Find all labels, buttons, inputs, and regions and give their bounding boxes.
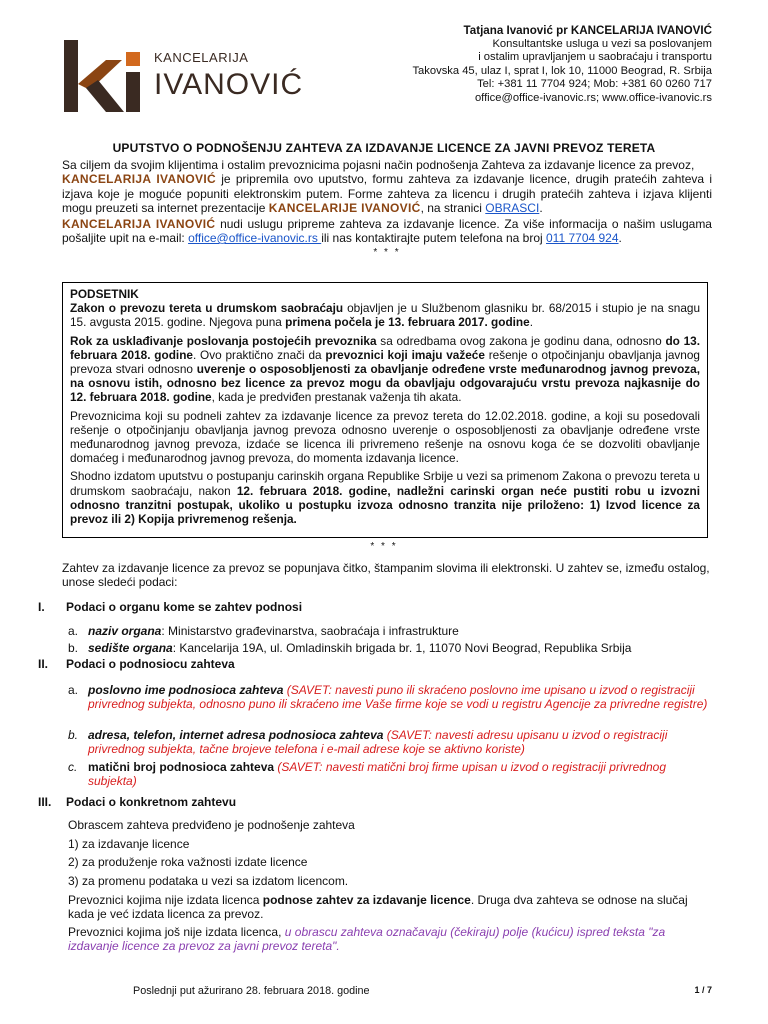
option-item: 3) za promenu podataka u vezi sa izdatom licencom. [68,874,349,888]
text: . Druga dva zahteva se odnose na slučaj kada je već izdata licenca za prevoz. [68,893,688,921]
item-label: naziv organa [88,624,162,638]
section-3-paragraph [68,925,708,953]
separator-stars: * * * [373,247,401,259]
intro-text: . [618,231,622,246]
item-letter: b. [68,641,79,655]
bold-text: Rok za usklađivanje poslovanja postojećih prevoznika [70,333,377,348]
item-label: matični broj podnosioca zahteva [88,760,275,774]
bold-text: do 13. februara 2018. godine [70,333,700,362]
text: sa odredbama ovog zakona je godinu dana, odnosno [376,333,666,348]
section-heading-1 [38,600,302,614]
text: . Ovo praktično znači da [192,347,326,362]
bold-text: 12. februara 2018. godine, nadležni carinski organ neće pustiti robu u izvozni odnosno tranzitni postupak, ukoliko u postupku izvoza odnosno tranzita nije priloženo: 1) Izvod licence za prevoz ili 2) Kopija privremenog rešenja. [70,483,700,527]
intro-paragraph-2 [62,217,712,246]
contact-block [382,24,712,106]
intro-text: ili nas kontaktirajte putem telefona na broj [321,231,546,246]
bold-text: podnose zahtev za izdavanje licence [262,893,471,907]
bold-text: prevoznici koji imaju važeće [325,347,485,362]
item-label: adresa, telefon, internet adresa podnosioca zahteva [88,728,384,742]
section-number: I. [38,600,45,614]
text: , kada je predviđen prestanak važenja tih akata. [211,390,462,405]
intro-text: nudi uslugu pripreme zahteva za izdavanje licence. Za više informacija o našim uslugama pošaljite upit na e-mail: [62,216,712,246]
hint-text: (SAVET: navesti matični broj firme upisan u izvod o registraciji privrednog subjekta) [88,760,666,788]
list-item [68,683,708,711]
hint-text: (SAVET: navesti adresu upisanu u izvod o registraciji privrednog subjekta, tačne brojeve telefona i e-mail adrese koje se aktivno koriste) [88,728,668,756]
option-item: 2) za produženje roka važnosti izdate licence [68,855,308,869]
brand-name: KANCELARIJA IVANOVIĆ [62,216,216,231]
section-heading-2 [38,657,235,671]
contact-email-web: office@office-ivanovic.rs; www.office-ivanovic.rs [474,91,712,104]
brand-name: KANCELARIJE IVANOVIĆ [268,201,421,216]
item-letter: a. [68,683,79,697]
list-item [68,728,708,756]
company-logo [62,32,304,112]
document-title: UPUTSTVO O PODNOŠENJU ZAHTEVA ZA IZDAVANJE LICENCE ZA JAVNI PREVOZ TERETA [112,141,656,155]
hint-text: u obrascu zahteva označavaju (čekiraju) polje (kućicu) ispred teksta "za izdavanje licence za prevoz za javni prevoz tereta". [68,925,666,953]
text: . [529,315,533,330]
contact-name: Tatjana Ivanović pr KANCELARIJA IVANOVIĆ [463,24,712,37]
section-3-paragraph [68,893,708,921]
reminder-paragraph-1 [70,301,700,329]
option-item: 1) za izdavanje licence [68,837,190,851]
text: Prevoznici kojima još nije izdata licenca, [68,925,285,939]
item-text: : Kancelarija 19A, ul. Omladinskih brigada br. 1, 11070 Novi Beograd, Republika Srbija [172,641,632,655]
reminder-box [62,282,708,538]
section-title: Podaci o podnosiocu zahteva [66,657,235,671]
item-label: sedište organa [88,641,173,655]
item-letter: a. [68,624,79,638]
section-number: III. [38,795,52,809]
reminder-paragraph-4 [70,469,700,526]
bold-text: Zakon o prevozu tereta u drumskom saobraćaju [70,301,344,316]
item-letter: b. [68,728,79,742]
logo-ki-mark-icon [62,32,154,112]
item-letter: c. [68,760,78,774]
intro-section [62,158,712,261]
reminder-header: PODSETNIK [70,287,139,301]
section-title: Podaci o konkretnom zahtevu [66,795,237,809]
text: Prevoznici kojima nije izdata licenca [68,893,263,907]
text: Shodno izdatom uputstvu o postupanju carinskih organa Republike Srbije u vezi sa primenom Zakona o prevozu tereta u drumskom saobraćaju, nakon [70,469,700,498]
section-number: II. [38,657,49,671]
section-3-intro: Obrascem zahteva predviđeno je podnošenje zahteva [68,818,355,832]
contact-phone: Tel: +381 11 7704 924; Mob: +381 60 0260 717 [477,78,712,91]
separator-stars: * * * [370,541,398,552]
intro-text: je pripremila ovo uputstvo, formu zahteva za izdavanje licence, drugih pratećih zahteva i izjava koje je moguće popuniti elektronskim putem. Forme zahteva za licencu i drugih pratećih zahteva i izjava klijenti mogu preuzeti sa internet prezentacije [62,172,713,216]
bold-text: primena počela je 13. februara 2017. godine [285,315,530,330]
item-label: poslovno ime podnosioca zahteva [88,683,284,697]
logo-line-kancelarija: KANCELARIJA [154,50,249,65]
text: objavljen je u Službenom glasniku br. 68/2015 i stupio je na snagu 15. avgusta 2015. godine. Njegova puna [70,301,700,330]
brand-name: KANCELARIJA IVANOVIĆ [62,172,216,187]
bold-text: uverenje o osposobljenosti za obavljanje određene vrste međunarodnog javnog prevoza, na osnovu istih, odnosno bez licence za prevoz mogu da obavljaju odgovarajuću vrstu prevoza najkasnije do 12. februara 2018. godine [70,362,701,405]
intro-text: Sa ciljem da svojim klijentima i ostalim prevoznicima pojasni način podnošenja Zahteva za izdavanje licence za prevoz, [62,158,695,172]
obrasci-link[interactable]: OBRASCI [485,201,540,216]
contact-address: Takovska 45, ulaz I, sprat I, lok 10, 11000 Beograd, R. Srbija [412,64,712,77]
list-item [68,624,708,638]
list-item [68,641,708,655]
reminder-paragraph-3: Prevoznicima koji su podneli zahtev za izdavanje licence za prevoz tereta do 12.02.2018. godine, a koji su posedovali rešenje o otpočinjanju obavljanja javnog prevoza odnosno uverenje o osposobljenosti za obavljanje određene vrste međunarodnog javnog prevoza, izdaće se licenca ili privremeno rešenje na osnovu koga će se dozvoliti obavljanje domaćeg i međunarodnog javnog prevoza, do momenta izdavanja licence. [70,408,700,466]
intro-text: . [539,201,543,216]
section-heading-3 [38,795,236,809]
text: rešenje o otpočinjanju obavljanja javnog prevoza stvari odnosno [70,347,700,377]
contact-line: i ostalim upravljanjem u saobraćaju i transportu [478,51,712,64]
section-title: Podaci o organu kome se zahtev podnosi [66,600,303,614]
list-item [68,760,708,788]
item-text: : Ministarstvo građevinarstva, saobraćaja i infrastrukture [161,624,459,638]
page-number: 1 / 7 [694,985,712,995]
footer-updated: Poslednji put ažurirano 28. februara 2018. godine [133,985,370,997]
contact-line: Konsultantske usluga u vezi sa poslovanjem [492,37,712,50]
logo-line-ivanovic: IVANOVIĆ [154,68,304,101]
hint-text: (SAVET: navesti puno ili skraćeno poslovno ime upisano u izvod o registraciji privrednog subjekta, odnosno puno ili skraćeno ime Vaše firme koje se vodi u registru Agencije za privredne registre) [88,683,708,711]
lead-paragraph: Zahtev za izdavanje licence za prevoz se popunjava čitko, štampanim slovima ili elektronski. U zahtev se, između ostalog, unose sledeći podaci: [62,561,710,590]
intro-text: , na stranici [420,201,486,216]
intro-paragraph-1 [62,158,712,216]
reminder-paragraph-2 [70,334,700,405]
phone-link[interactable]: 011 7704 924 [546,231,619,246]
email-link[interactable]: office@office-ivanovic.rs [188,231,322,246]
